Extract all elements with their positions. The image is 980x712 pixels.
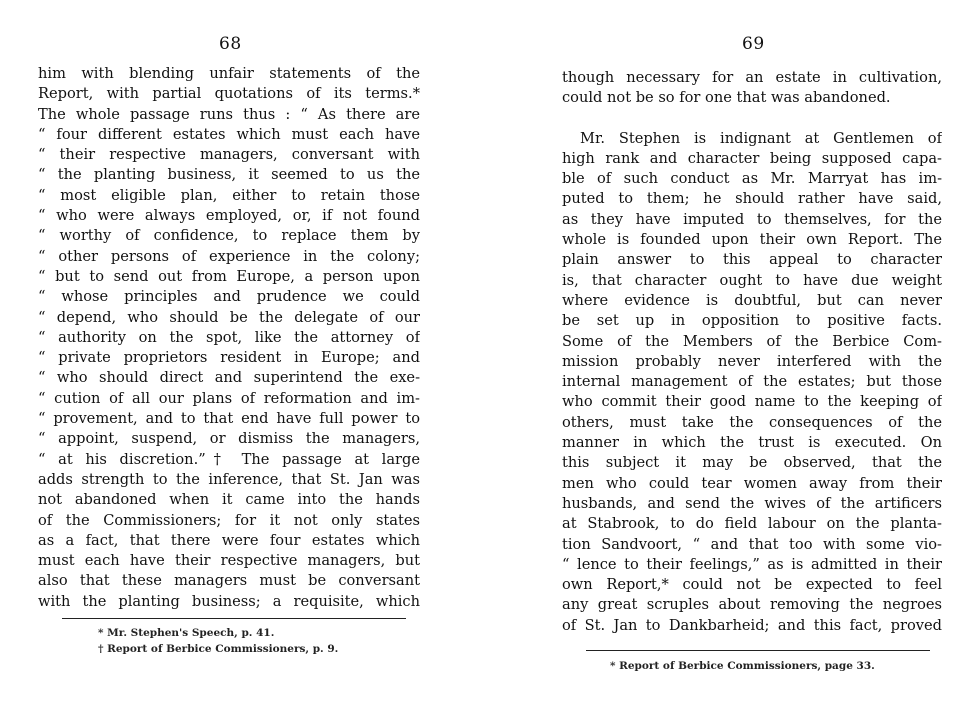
text-line: “ depend, who should be the delegate of our [38,308,420,326]
text-line: also that these managers must be conversant [38,572,420,590]
footnote: * Report of Berbice Commissioners, page 33. [610,660,875,672]
text-line: “ but to send out from Europe, a person upon [38,267,420,285]
text-line: “ provement, and to that end have full power to [38,410,420,428]
text-line: own Report,* could not be expected to feel [562,576,942,594]
text-line: Report, with partial quotations of its terms.* [38,85,420,103]
text-line: The whole passage runs thus : “ As there are [38,105,420,123]
text-line: mission probably never interfered with the [562,352,942,370]
text-line: could not be so for one that was abandoned. [562,89,891,107]
text-line: tion Sandvoort, “ and that too with some vio- [562,535,942,553]
text-line: adds strength to the inference, that St. Jan was [38,470,420,488]
text-line: “ who were always employed, or, if not found [38,207,420,225]
text-line: “ appoint, suspend, or dismiss the managers, [38,430,420,448]
text-line: “ whose principles and prudence we could [38,288,420,306]
text-line: must each have their respective managers, but [38,552,420,570]
text-line: men who could tear women away from their [562,474,942,492]
text-line: though necessary for an estate in cultivation, [562,69,942,86]
text-line: him with blending unfair statements of the [38,65,420,82]
page-number: 69 [742,34,765,54]
text-line: manner in which the trust is executed. On [562,434,942,452]
text-line: others, must take the consequences of the [562,413,942,431]
text-line: plain answer to this appeal to character [562,251,942,269]
right-page [562,0,942,712]
text-line: of St. Jan to Dankbarheid; and this fact, proved [562,616,942,634]
footnote-divider [586,650,930,651]
text-line: “ lence to their feelings,” as is admitted in their [562,555,942,573]
left-body-text [38,64,420,612]
text-line: “ most eligible plan, either to retain those [38,186,420,204]
text-line: “ at his discretion.”† The passage at large [38,450,420,468]
text-line: high rank and character being supposed capa- [562,149,942,167]
text-line: this subject it may be observed, that the [562,454,942,472]
text-line: at Stabrook, to do field labour on the planta- [562,515,942,533]
page-number: 68 [219,34,242,54]
text-line: ble of such conduct as Mr. Marryat has im- [562,170,942,188]
text-line: Mr. Stephen is indignant at Gentlemen of [580,129,942,147]
footnote-divider [62,618,406,619]
text-line: of the Commissioners; for it not only states [38,511,420,529]
text-line: as a fact, that there were four estates which [38,531,420,549]
left-footnotes [98,625,420,657]
text-line: “ worthy of confidence, to replace them by [38,227,420,245]
footnote: * Mr. Stephen's Speech, p. 41. [98,627,275,639]
text-line: as they have imputed to themselves, for the [562,210,942,228]
footnote: † Report of Berbice Commissioners, p. 9. [98,643,339,655]
text-line: husbands, and send the wives of the artificers [562,494,942,512]
text-line: “ who should direct and superintend the exe- [38,369,420,387]
text-line: whole is founded upon their own Report. The [562,231,942,249]
text-line: puted to them; he should rather have said, [562,190,942,208]
text-line: Some of the Members of the Berbice Com- [562,332,942,350]
text-line: is, that character ought to have due weight [562,271,942,289]
text-line: “ the planting business, it seemed to us the [38,166,420,184]
right-footnotes [610,658,942,674]
text-line: internal management of the estates; but those [562,373,942,391]
text-line: who commit their good name to the keeping of [562,393,942,411]
right-body-text [562,68,942,636]
paragraph-gap [562,109,942,129]
text-line: “ other persons of experience in the colony; [38,247,420,265]
text-line: “ authority on the spot, like the attorney of [38,328,420,346]
text-line: where evidence is doubtful, but can never [562,291,942,309]
text-line: “ private proprietors resident in Europe; and [38,349,420,367]
text-line: “ cution of all our plans of reformation and im- [38,389,420,407]
text-line: with the planting business; a requisite, which [38,592,420,610]
text-line: any great scruples about removing the negroes [562,596,942,614]
text-line: “ four different estates which must each have [38,125,420,143]
text-line: be set up in opposition to positive facts. [562,312,942,330]
text-line: not abandoned when it came into the hands [38,491,420,509]
left-page [38,0,420,712]
text-line: “ their respective managers, conversant with [38,146,420,164]
